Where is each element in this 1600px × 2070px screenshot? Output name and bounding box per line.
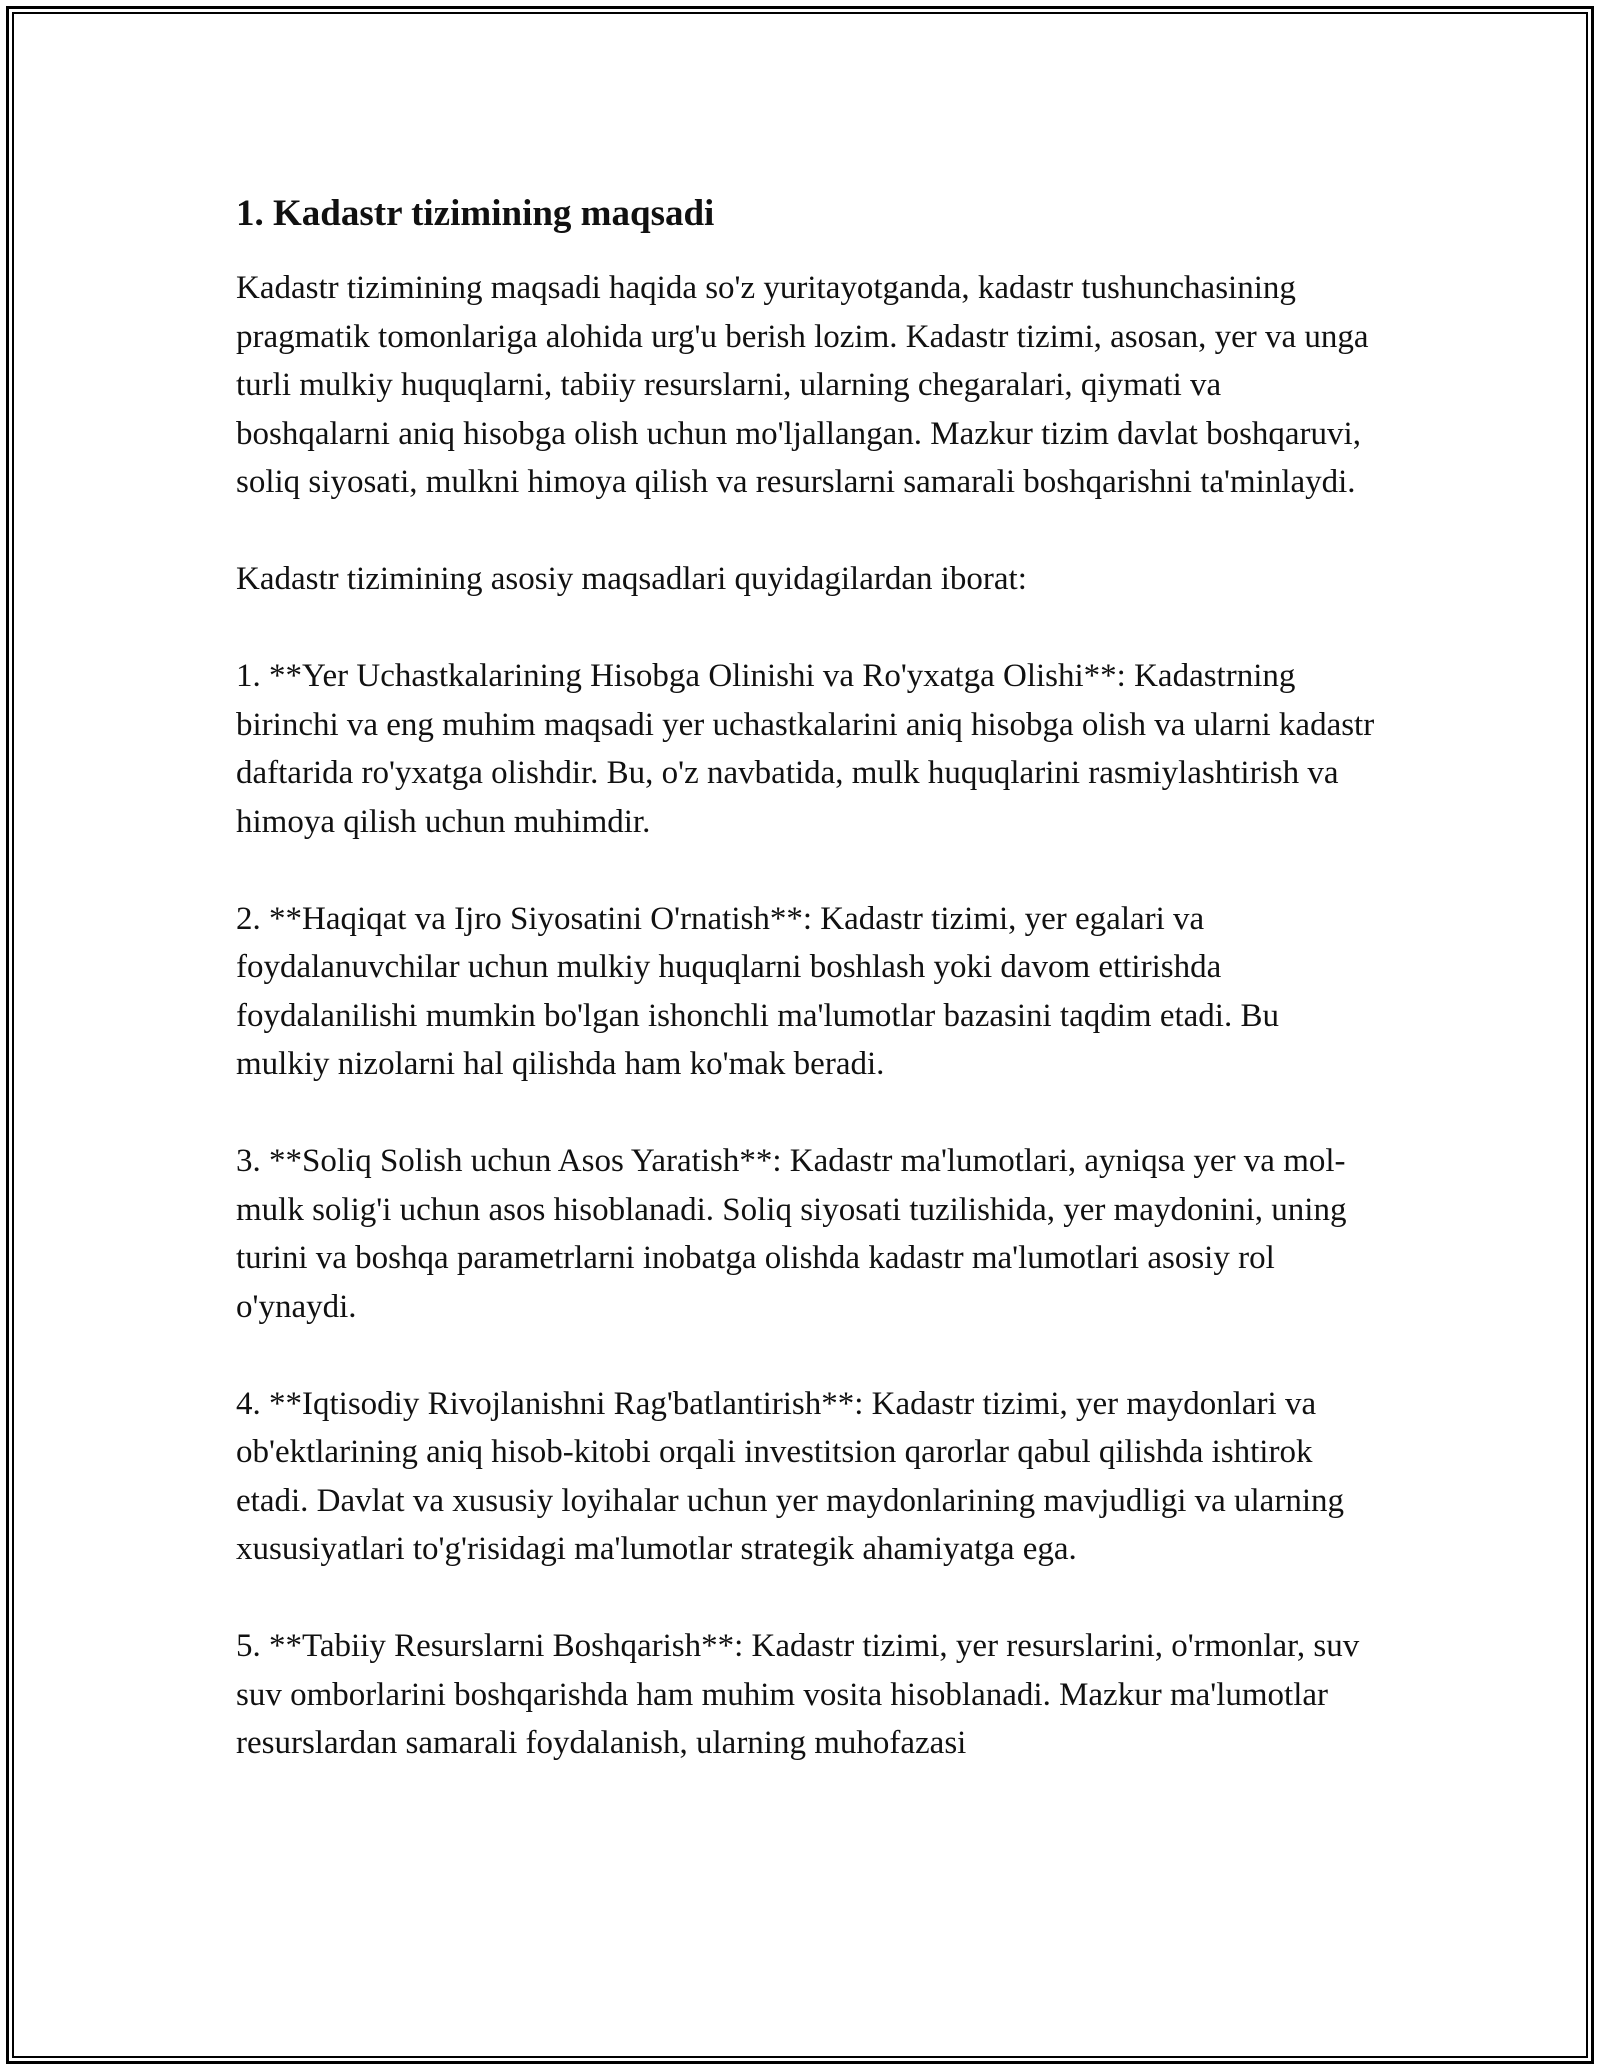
goal-item-1: 1. **Yer Uchastkalarining Hisobga Olinishi va Ro'yxatga Olishi**: Kadastrning birinchi va eng muhim maqsadi yer uchastkalarini aniq hisobga olish va ularni kadastr daftarida ro'yxatga olishdir. Bu, o'z navbatida, mulk huquqlarini rasmiylashtirish va himoya qilish uchun muhimdir. <box>236 658 1375 840</box>
goal-item-5: 5. **Tabiiy Resurslarni Boshqarish**: Kadastr tizimi, yer resurslarini, o'rmonlar, suv suv omborlarini boshqarishda ham muhim vosita hisoblanadi. Mazkur ma'lumotlar resurslardan samarali foydalanish, ularning muhofazasi <box>236 1628 1360 1761</box>
intro-paragraph: Kadastr tizimining maqsadi haqida so'z yuritayotganda, kadastr tushunchasining pragmatik tomonlariga alohida urg'u berish lozim. Kadastr tizimi, asosan, yer va unga turli mulkiy huquqlarni, tabiiy resurslarni, ularning chegaralari, qiymati va boshqalarni aniq hisobga olish uchun mo'ljallangan. Mazkur tizim davlat boshqaruvi, soliq siyosati, mulkni himoya qilish va resurslarni samarali boshqarishni ta'minlaydi. <box>236 270 1369 500</box>
goals-lead-in: Kadastr tizimining asosiy maqsadlari quyidagilardan iborat: <box>236 561 1027 597</box>
goal-item-3: 3. **Soliq Solish uchun Asos Yaratish**: Kadastr ma'lumotlari, ayniqsa yer va mol-mulk solig'i uchun asos hisoblanadi. Soliq siyosati tuzilishida, yer maydonini, uning turini va boshqa parametrlarni inobatga olishda kadastr ma'lumotlari asosiy rol o'ynaydi. <box>236 1143 1347 1325</box>
goal-item-4: 4. **Iqtisodiy Rivojlanishni Rag'batlantirish**: Kadastr tizimi, yer maydonlari va ob'ektlarining aniq hisob-kitobi orqali investitsion qarorlar qabul qilishda ishtirok etadi. Davlat va xususiy loyihalar uchun yer maydonlarining mavjudligi va ularning xususiyatlari to'g'risidagi ma'lumotlar strategik ahamiyatga ega. <box>236 1385 1344 1567</box>
goal-item-2: 2. **Haqiqat va Ijro Siyosatini O'rnatish**: Kadastr tizimi, yer egalari va foydalanuvchilar uchun mulkiy huquqlarni boshlash yoki davom ettirishda foydalanilishi mumkin bo'lgan ishonchli ma'lumotlar bazasini taqdim etadi. Bu mulkiy nizolarni hal qilishda ham ko'mak beradi. <box>236 900 1279 1082</box>
section-title: 1. Kadastr tizimining maqsadi <box>236 193 715 234</box>
document-body <box>236 186 1376 1768</box>
